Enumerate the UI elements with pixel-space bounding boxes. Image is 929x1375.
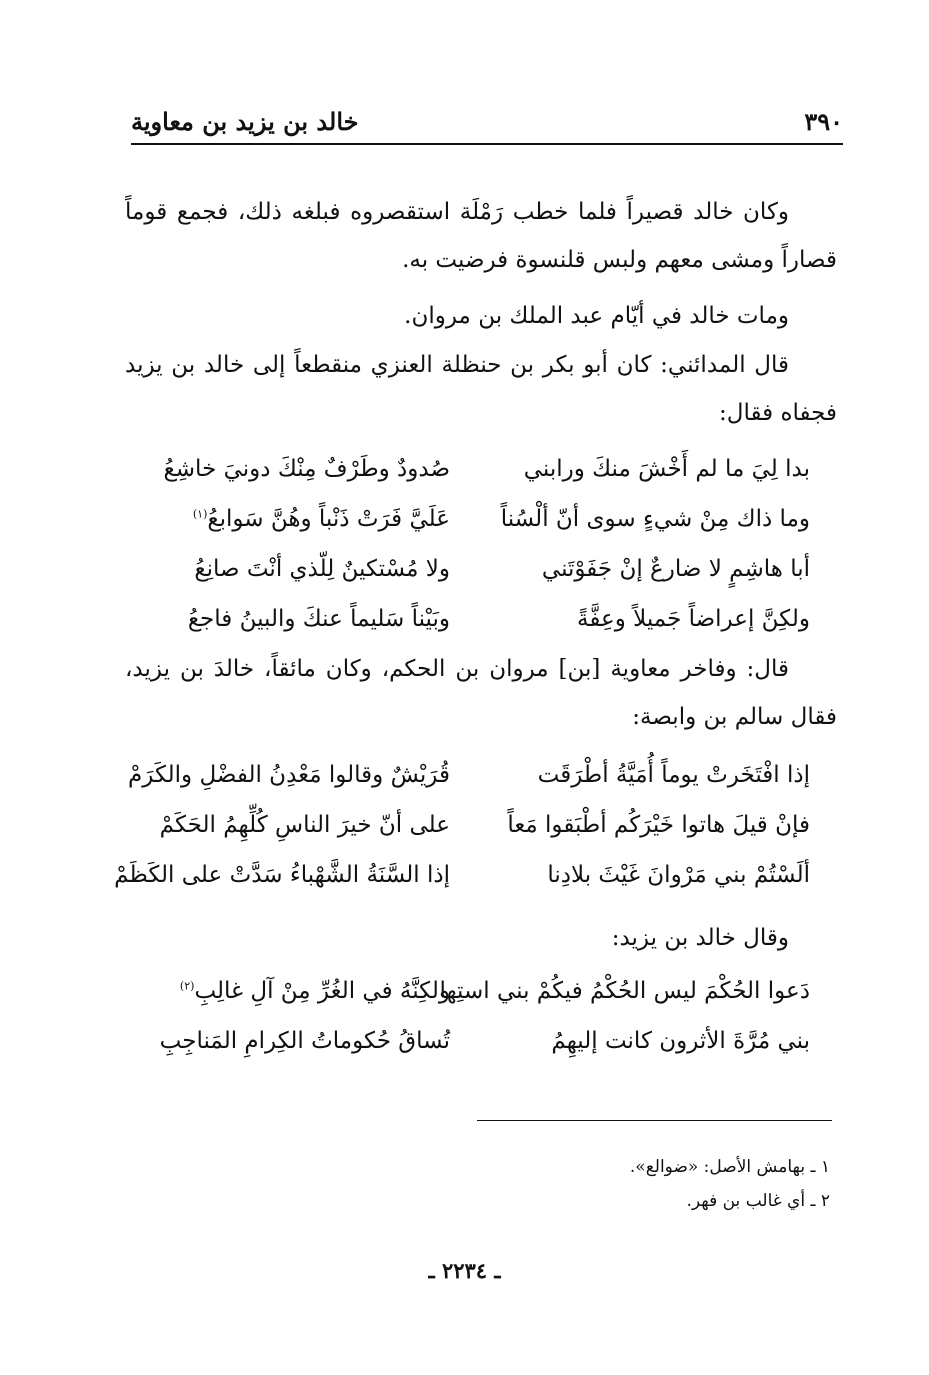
- verse-first-hemistich: ألَسْتُمْ بني مَرْوانَ غَيْثَ بلادِنا: [547, 862, 810, 888]
- verse-first-hemistich: فإنْ قيلَ هاتوا خَيْرَكُم أطْبَقوا مَعاً: [507, 812, 810, 838]
- verse-first-hemistich: إذا افْتَخَرتْ يوماً أُمَيَّةُ أطْرَقَت: [537, 762, 810, 788]
- verse: [128, 750, 810, 800]
- verse-second-hemistich: على أنّ خيرَ الناسِ كُلِّهِمُ الحَكَمْ: [159, 812, 450, 838]
- footnote-2: ٢ ـ أي غالب بن فهر.: [686, 1191, 830, 1211]
- verse: [150, 1016, 810, 1066]
- header-rule: [131, 143, 843, 145]
- verse: [150, 966, 810, 1016]
- verse-first-hemistich: وما ذاك مِنْ شيءٍ سوى أنّ ألْسُناً: [500, 506, 810, 532]
- verse: [150, 594, 810, 644]
- verse-second-hemistich: تُساقُ حُكوماتُ الكِرامِ المَناجِبِ: [159, 1028, 450, 1054]
- running-title: خالد بن يزيد بن معاوية: [131, 107, 359, 136]
- paragraph-4: [125, 645, 837, 741]
- hemistich-text: ولكِنَّهُ في الغُرِّ مِنْ آلِ غالِبِ: [194, 978, 450, 1004]
- folio-number: ـ ٢٢٣٤ ـ: [428, 1258, 501, 1283]
- verse: [150, 444, 810, 494]
- page-number: ٣٩٠: [804, 107, 843, 136]
- hemistich-text: عَلَيَّ فَرَتْ ذَنْباً وهُنَّ سَوابعُ: [207, 506, 450, 532]
- verse: [150, 800, 810, 850]
- verse-first-hemistich: بدا لِيَ ما لم أَخْشَ منكَ ورابني: [523, 456, 810, 482]
- paragraph-5-text: وقال خالد بن يزيد:: [611, 925, 789, 951]
- verse-first-hemistich: ولكِنَّ إعراضاً جَميلاً وعِفَّةً: [577, 606, 810, 632]
- running-head: [131, 96, 843, 136]
- verse-second-hemistich: ولا مُسْتكينٌ لِلّذي أنْتَ صانِعُ: [194, 556, 450, 582]
- paragraph-2-text: ومات خالد في أيّام عبد الملك بن مروان.: [404, 303, 789, 329]
- verse-second-hemistich: صُدودٌ وطَرْفٌ مِنْكَ دونيَ خاشِعُ: [163, 456, 450, 482]
- paragraph-4-text: قال: وفاخر معاوية [بن] مروان بن الحكم، وكان مائقاً، خالدَ بن يزيد، فقال سالم بن وابصة:: [125, 656, 837, 730]
- verse-second-hemistich: وبَيْناً سَليماً عنكَ والبينُ فاجعُ: [187, 606, 450, 632]
- verse: [150, 494, 810, 544]
- paragraph-1-text: وكان خالد قصيراً فلما خطب رَمْلَة استقصروه فبلغه ذلك، فجمع قوماً قصاراً ومشى معهم ولبس قلنسوة فرضيت به.: [125, 199, 837, 273]
- paragraph-3-text: قال المدائني: كان أبو بكر بن حنظلة العنزي منقطعاً إلى خالد بن يزيد فجفاه فقال:: [125, 352, 837, 426]
- footnote-1: ١ ـ بهامش الأصل: «ضوالع».: [629, 1157, 830, 1177]
- footnotes: [400, 1150, 830, 1218]
- footnote-marker: (٢): [179, 979, 195, 993]
- paragraph-3: [125, 341, 837, 437]
- poem-1: [150, 444, 810, 644]
- verse-first-hemistich: بني مُرَّةَ الأثرون كانت إليهِمُ: [551, 1028, 810, 1054]
- poem-2: [114, 750, 810, 900]
- verse-first-hemistich: دَعوا الحُكْمَ ليس الحُكْمُ فيكُمْ بني استِها: [439, 978, 810, 1004]
- footnote-rule: [477, 1120, 832, 1121]
- paragraph-1: [125, 188, 837, 284]
- verse: [150, 544, 810, 594]
- verse-second-hemistich: إذا السَّنَةُ الشَّهْباءُ سَدَّتْ على الكَظَمْ: [114, 862, 450, 888]
- verse-first-hemistich: أبا هاشِمٍ لا ضارعٌ إنْ جَفَوْتَني: [541, 556, 810, 582]
- verse: [114, 850, 810, 900]
- verse-second-hemistich: [150, 978, 450, 1004]
- footnote-marker: (١): [192, 507, 208, 521]
- paragraph-2: [125, 292, 837, 340]
- poem-3: [150, 966, 810, 1066]
- paragraph-5: [125, 914, 837, 962]
- verse-second-hemistich: قُرَيْشٌ وقالوا مَعْدِنُ الفضْلِ والكَرَمْ: [128, 762, 450, 788]
- verse-second-hemistich: [150, 506, 450, 532]
